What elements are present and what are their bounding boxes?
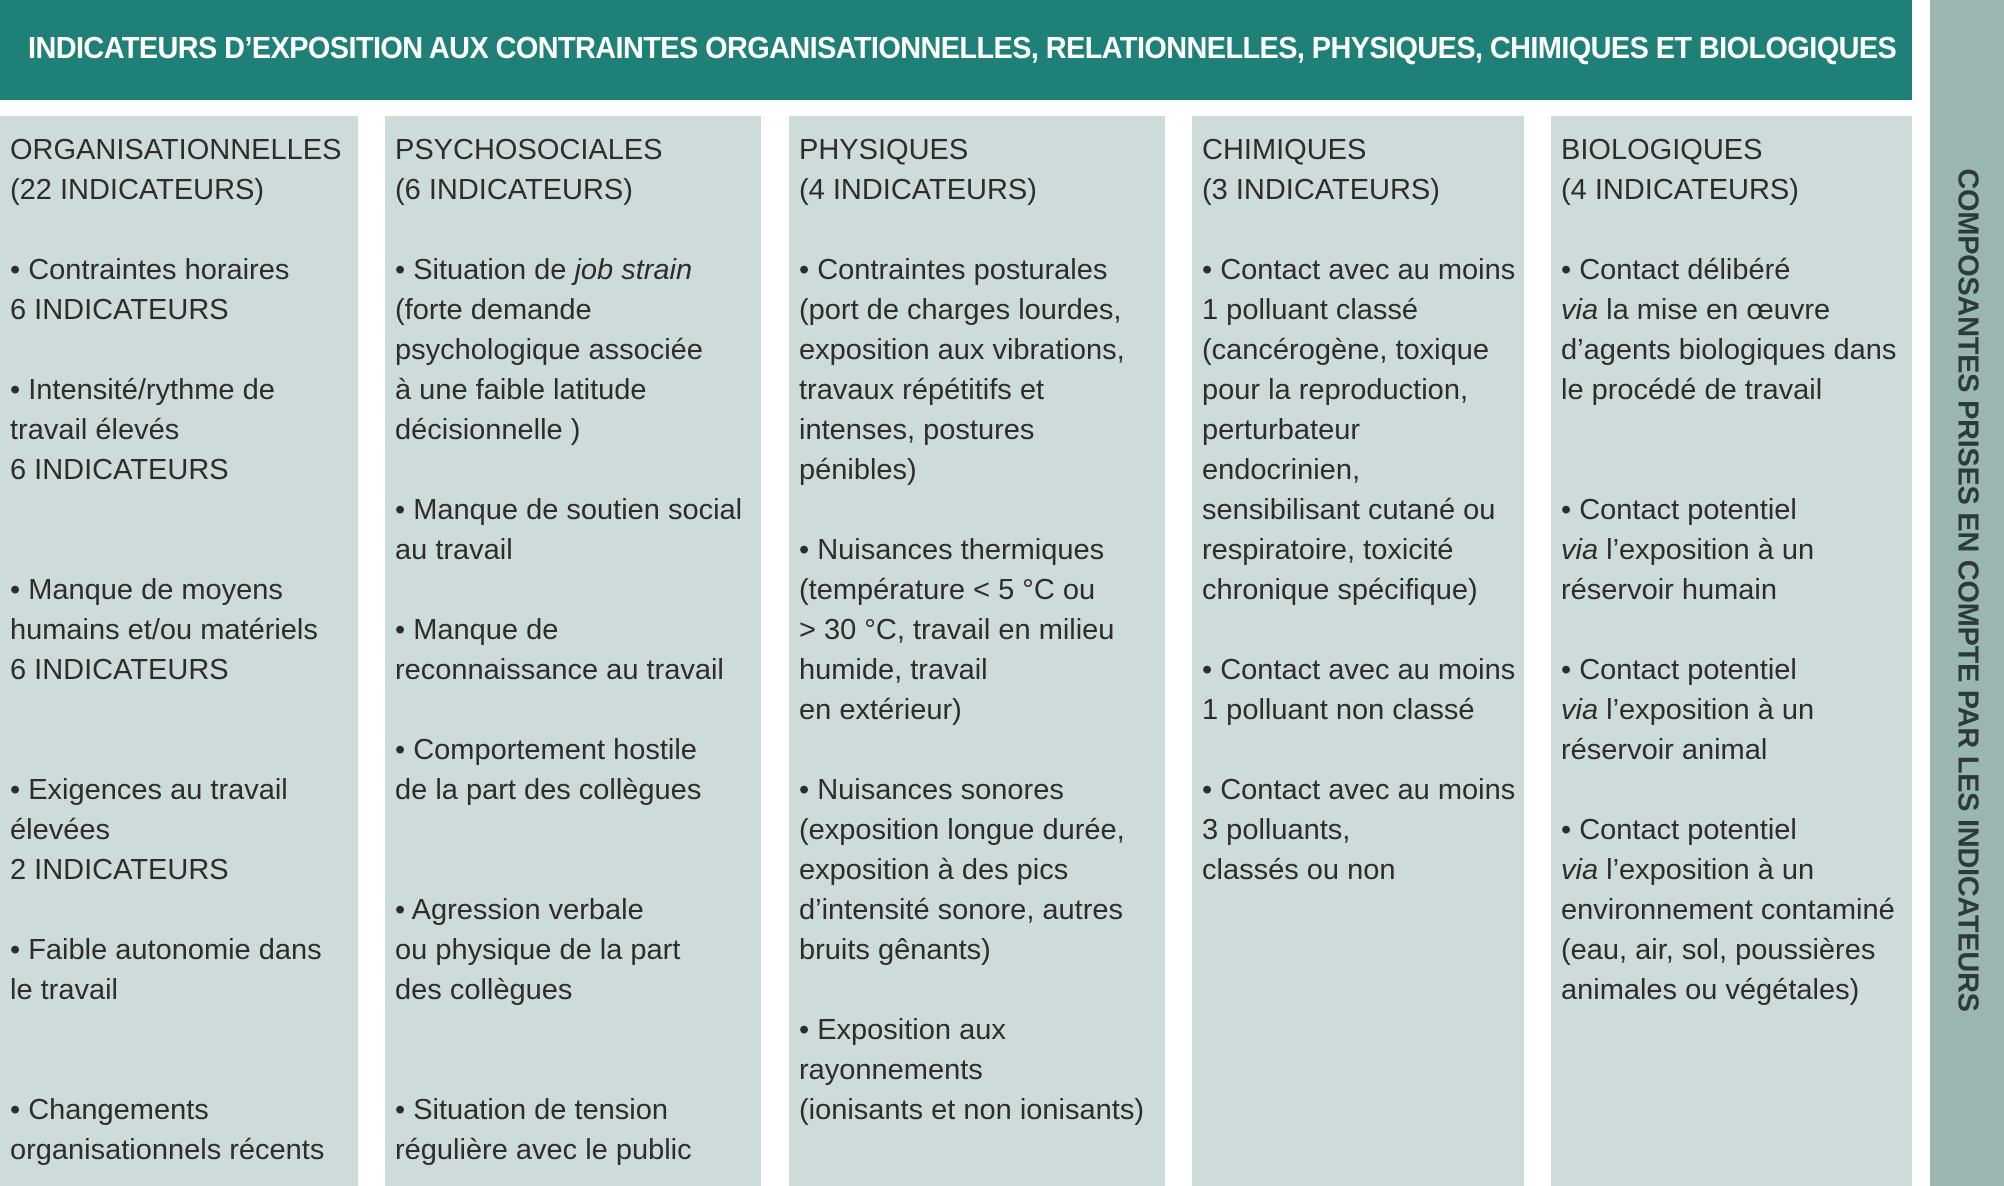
column-count: (4 INDICATEURS)	[799, 174, 1037, 206]
column-title: BIOLOGIQUES	[1561, 134, 1763, 166]
list-item: • Contact potentiel via l’exposition à un réservoir humain	[1561, 494, 1815, 606]
list-item: • Exposition aux rayonnements (ionisants et non ionisants)	[799, 1014, 1144, 1126]
list-item: • Contact délibéré via la mise en œuvre d’agents biologiques dans le procédé de travail	[1561, 254, 1897, 406]
list-item: • Faible autonomie dans le travail	[10, 934, 322, 1006]
side-bar	[1930, 0, 2004, 1186]
column-count: (4 INDICATEURS)	[1561, 174, 1799, 206]
list-item: • Manque de reconnaissance au travail	[395, 614, 724, 686]
list-item: • Intensité/rythme de travail élevés 6 INDICATEURS	[10, 374, 275, 486]
column-heading	[10, 130, 341, 210]
list-item: • Contact avec au moins 1 polluant non classé	[1202, 654, 1516, 726]
column-chimiques	[1192, 116, 1524, 1186]
column-heading	[1561, 130, 1799, 210]
column-title: PSYCHOSOCIALES	[395, 134, 663, 166]
list-item: • Comportement hostile de la part des collègues	[395, 734, 702, 806]
column-title: CHIMIQUES	[1202, 134, 1367, 166]
list-item: • Contact avec au moins 3 polluants, classés ou non	[1202, 774, 1516, 886]
title-banner	[0, 0, 1912, 100]
column-physiques	[789, 116, 1165, 1186]
list-item: • Agression verbale ou physique de la part des collègues	[395, 894, 681, 1006]
list-item: • Manque de soutien social au travail	[395, 494, 743, 566]
column-title: ORGANISATIONNELLES	[10, 134, 342, 166]
list-item: • Contact potentiel via l’exposition à un réservoir animal	[1561, 654, 1815, 766]
list-item: • Changements organisationnels récents	[10, 1094, 325, 1166]
list-item: • Contraintes horaires 6 INDICATEURS	[10, 254, 290, 326]
column-organisationnelles	[0, 116, 358, 1186]
list-item: • Exigences au travail élevées 2 INDICATEURS	[10, 774, 288, 886]
column-heading	[395, 130, 663, 210]
column-heading	[1202, 130, 1440, 210]
list-item: • Manque de moyens humains et/ou matériels 6 INDICATEURS	[10, 574, 318, 686]
list-item: • Contraintes posturales (port de charges lourdes, exposition aux vibrations, travaux répétitifs et intenses, postures pénibles)	[799, 254, 1125, 486]
list-item: • Nuisances thermiques (température < 5 °C ou > 30 °C, travail en milieu humide, travail en extérieur)	[799, 534, 1115, 726]
column-count: (22 INDICATEURS)	[10, 174, 265, 206]
side-label: COMPOSANTES PRISES EN COMPTE PAR LES INDICATEURS	[1951, 168, 1984, 1012]
list-item: • Contact potentiel via l’exposition à un environnement contaminé (eau, air, sol, poussières animales ou végétales)	[1561, 814, 1895, 1006]
list-item: • Situation de job strain (forte demande psychologique associée à une faible latitude décisionnelle )	[395, 254, 703, 446]
list-item: • Situation de tension régulière avec le public	[395, 1094, 692, 1166]
column-count: (3 INDICATEURS)	[1202, 174, 1440, 206]
list-item: • Contact avec au moins 1 polluant classé (cancérogène, toxique pour la reproduction, perturbateur endocrinien, sensibilisant cutané ou respiratoire, toxicité chronique spécifique)	[1202, 254, 1516, 606]
column-title: PHYSIQUES	[799, 134, 969, 166]
page-title: INDICATEURS D’EXPOSITION AUX CONTRAINTES ORGANISATIONNELLES, RELATIONNELLES, PHYSIQUES, CHIMIQUES ET BIOLOGIQUES	[28, 30, 1897, 65]
column-psychosociales	[385, 116, 761, 1186]
column-heading	[799, 130, 1037, 210]
column-biologiques	[1551, 116, 1912, 1186]
column-count: (6 INDICATEURS)	[395, 174, 633, 206]
list-item: • Nuisances sonores (exposition longue durée, exposition à des pics d’intensité sonore, autres bruits gênants)	[799, 774, 1125, 966]
